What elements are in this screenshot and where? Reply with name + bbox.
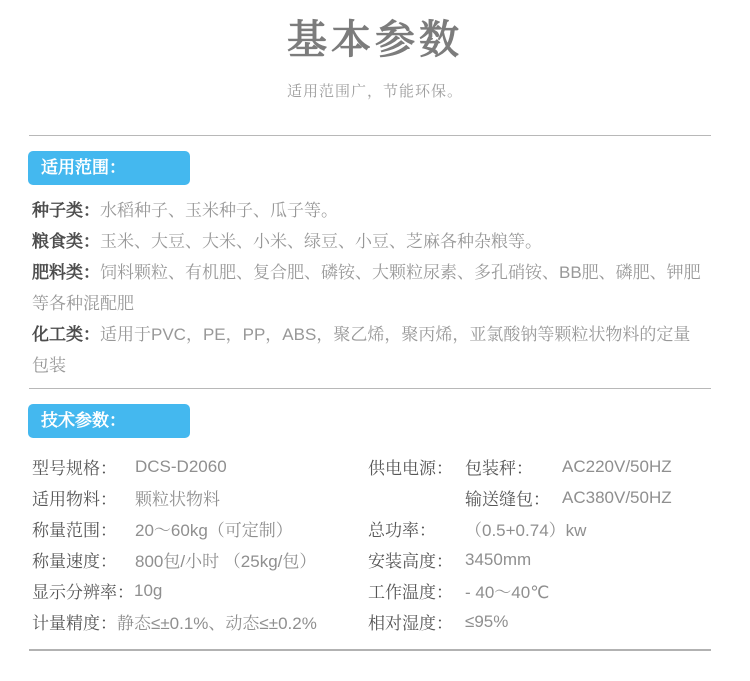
param-value: 颗粒状物料 [135,490,220,509]
param-label: 总功率： [368,521,436,540]
param-value: - 40～40℃ [465,583,550,602]
param-row-power-supply-sewing [368,482,750,513]
param-label: 相对湿度： [368,614,453,633]
divider-bottom [29,649,711,651]
param-label: 安装高度： [368,552,453,571]
param-row-install-height [368,544,750,575]
param-row-work-temperature [368,575,750,606]
scope-item-chemical [32,319,706,381]
param-value: （0.5+0.74）kw [465,521,587,540]
param-row-model [32,451,368,482]
tech-column-left [32,451,368,637]
param-row-weigh-range [32,513,368,544]
param-sub-label: 包装秤： [465,459,533,478]
param-row-accuracy [32,606,368,637]
scope-item-label: 种子类： [32,201,100,220]
page-title: 基本参数 [287,18,463,62]
param-label: 显示分辨率： [32,583,134,602]
param-label: 称量范围： [32,521,117,540]
scope-item-seeds [32,195,706,226]
scope-list [32,195,706,381]
param-label: 型号规格： [32,459,117,478]
scope-item-label: 粮食类： [32,232,100,251]
page-header [0,0,750,101]
scope-item-label: 化工类： [32,325,100,344]
scope-section-badge: 适用范围： [28,151,190,185]
param-row-relative-humidity [368,606,750,637]
page-subtitle: 适用范围广，节能环保。 [286,83,463,100]
param-value: 静态≤±0.1%、动态≤±0.2% [117,614,317,633]
scope-item-text: 适用于PVC，PE，PP，ABS，聚乙烯，聚丙烯，亚氯酸钠等颗粒状物料的定量包装 [32,325,691,375]
divider-top [29,135,711,136]
scope-item-text: 饲料颗粒、有机肥、复合肥、磷铵、大颗粒尿素、多孔硝铵、BB肥、磷肥、钾肥等各种混配肥 [32,263,701,313]
param-value: ≤95% [465,611,509,631]
param-value: DCS-D2060 [135,456,227,476]
param-row-material [32,482,368,513]
param-value: 10g [134,580,163,600]
param-label: 计量精度： [32,614,117,633]
param-value: 20～60kg（可定制） [135,521,293,540]
param-value: 3450mm [465,549,532,569]
scope-item-grains [32,226,706,257]
tech-parameters-table [32,451,750,637]
scope-item-label: 肥料类： [32,263,100,282]
param-row-power-supply-scale [368,451,750,482]
divider-middle [29,388,711,389]
param-row-display-resolution [32,575,368,606]
scope-item-fertilizer [32,257,706,319]
scope-item-text: 玉米、大豆、大米、小米、绿豆、小豆、芝麻各种杂粮等。 [100,232,542,251]
param-value: AC380V/50HZ [562,487,672,507]
param-label: 适用物料： [32,490,117,509]
param-sub-label: 输送缝包： [465,490,550,509]
param-value: 800包/小时 （25kg/包） [135,552,317,571]
param-label: 称量速度： [32,552,117,571]
tech-section-badge: 技术参数： [28,404,190,438]
param-label: 工作温度： [368,583,453,602]
scope-item-text: 水稻种子、玉米种子、瓜子等。 [100,201,338,220]
param-value: AC220V/50HZ [562,456,672,476]
param-row-weigh-speed [32,544,368,575]
param-row-total-power [368,513,750,544]
tech-column-right [368,451,750,637]
param-label: 供电电源： [368,459,453,478]
